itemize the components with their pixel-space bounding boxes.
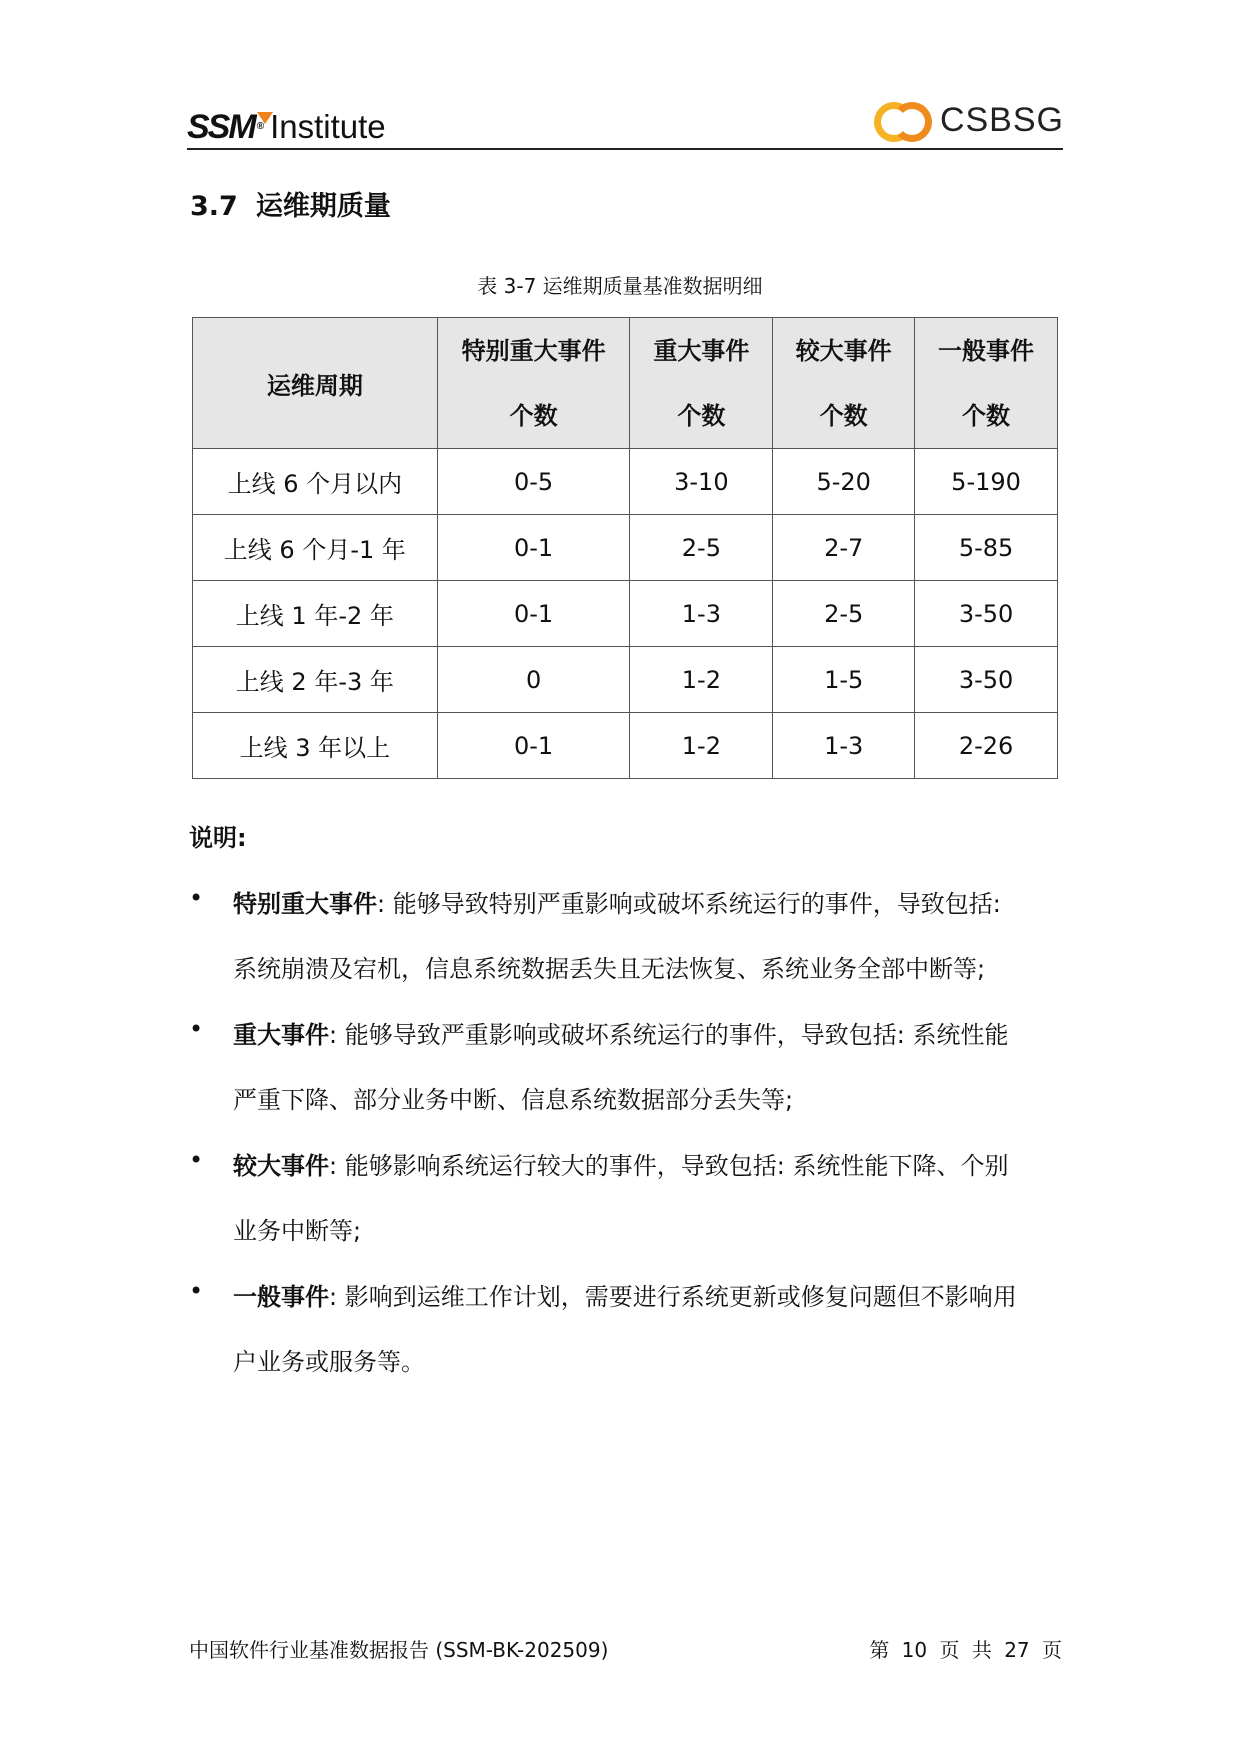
logo-triangle-icon: [257, 112, 273, 124]
cell-value: 5-85: [915, 515, 1058, 581]
bullet-icon: •: [189, 884, 204, 912]
cell-value: 1-5: [773, 647, 915, 713]
bullet-icon: •: [189, 1146, 204, 1174]
cell-value: 2-5: [773, 581, 915, 647]
header-period: 运维周期: [193, 318, 438, 449]
table-row: [193, 515, 1058, 581]
cell-value: 3-50: [915, 647, 1058, 713]
table-row: [193, 713, 1058, 779]
header-col-critical: 特别重大事件 个数: [437, 318, 630, 449]
note-term: 特别重大事件: [233, 890, 377, 918]
section-title: [190, 184, 391, 223]
bullet-icon: •: [189, 1015, 204, 1043]
note-item-major: 重大事件: 能够导致严重影响或破坏系统运行的事件，导致包括: 系统性能: [233, 1021, 1009, 1049]
header-divider: [187, 148, 1063, 150]
note-item-significant-cont: 业务中断等;: [233, 1217, 362, 1245]
note-term: 一般事件: [233, 1283, 329, 1311]
cell-value: 0-1: [437, 515, 630, 581]
note-term: 重大事件: [233, 1021, 329, 1049]
ssm-institute-logo: [187, 100, 386, 144]
cell-value: 0: [437, 647, 630, 713]
cell-value: 3-50: [915, 581, 1058, 647]
chain-link-icon: [874, 100, 930, 140]
bullet-icon: •: [189, 1277, 204, 1305]
cell-period: 上线 6 个月-1 年: [193, 515, 438, 581]
table-caption: 表 3-7 运维期质量基准数据明细: [477, 274, 763, 298]
cell-value: 2-7: [773, 515, 915, 581]
note-item-critical-cont: 系统崩溃及宕机，信息系统数据丢失且无法恢复、系统业务全部中断等;: [233, 955, 986, 983]
cell-value: 1-2: [630, 647, 773, 713]
cell-value: 1-3: [630, 581, 773, 647]
note-item-general: 一般事件: 影响到运维工作计划，需要进行系统更新或修复问题但不影响用: [233, 1283, 1017, 1311]
footer-report-title: 中国软件行业基准数据报告 (SSM-BK-202509): [189, 1638, 609, 1662]
cell-value: 0-5: [437, 449, 630, 515]
section-heading: 运维期质量: [255, 191, 391, 222]
cell-value: 2-5: [630, 515, 773, 581]
header-col-major: 重大事件 个数: [630, 318, 773, 449]
cell-value: 5-20: [773, 449, 915, 515]
cell-value: 3-10: [630, 449, 773, 515]
note-item-general-cont: 户业务或服务等。: [233, 1348, 425, 1376]
notes-title: 说明:: [189, 824, 247, 852]
cell-period: 上线 6 个月以内: [193, 449, 438, 515]
note-item-critical: 特别重大事件: 能够导致特别严重影响或破坏系统运行的事件，导致包括:: [233, 890, 1001, 918]
header-col-significant: 较大事件 个数: [773, 318, 915, 449]
note-item-major-cont: 严重下降、部分业务中断、信息系统数据部分丢失等;: [233, 1086, 794, 1114]
note-item-significant: 较大事件: 能够影响系统运行较大的事件，导致包括: 系统性能下降、个别: [233, 1152, 1009, 1180]
ssm-logo-mark: SSM ®: [187, 110, 262, 144]
cell-value: 0-1: [437, 713, 630, 779]
table-header-row: [193, 318, 1058, 449]
table-row: [193, 647, 1058, 713]
ssm-logo-text: Institute: [270, 108, 386, 145]
cell-period: 上线 2 年-3 年: [193, 647, 438, 713]
table-row: [193, 581, 1058, 647]
csbsg-logo-text: CSBSG: [939, 100, 1064, 139]
footer-page-number: 第 10 页 共 27 页: [869, 1638, 1062, 1662]
cell-value: 1-3: [773, 713, 915, 779]
cell-period: 上线 3 年以上: [193, 713, 438, 779]
header-col-general: 一般事件 个数: [915, 318, 1058, 449]
cell-value: 5-190: [915, 449, 1058, 515]
csbsg-logo: [874, 97, 1064, 143]
section-number: 3.7: [190, 191, 238, 222]
cell-period: 上线 1 年-2 年: [193, 581, 438, 647]
quality-benchmark-table: [192, 317, 1058, 779]
note-term: 较大事件: [233, 1152, 329, 1180]
cell-value: 2-26: [915, 713, 1058, 779]
table-row: [193, 449, 1058, 515]
cell-value: 1-2: [630, 713, 773, 779]
cell-value: 0-1: [437, 581, 630, 647]
